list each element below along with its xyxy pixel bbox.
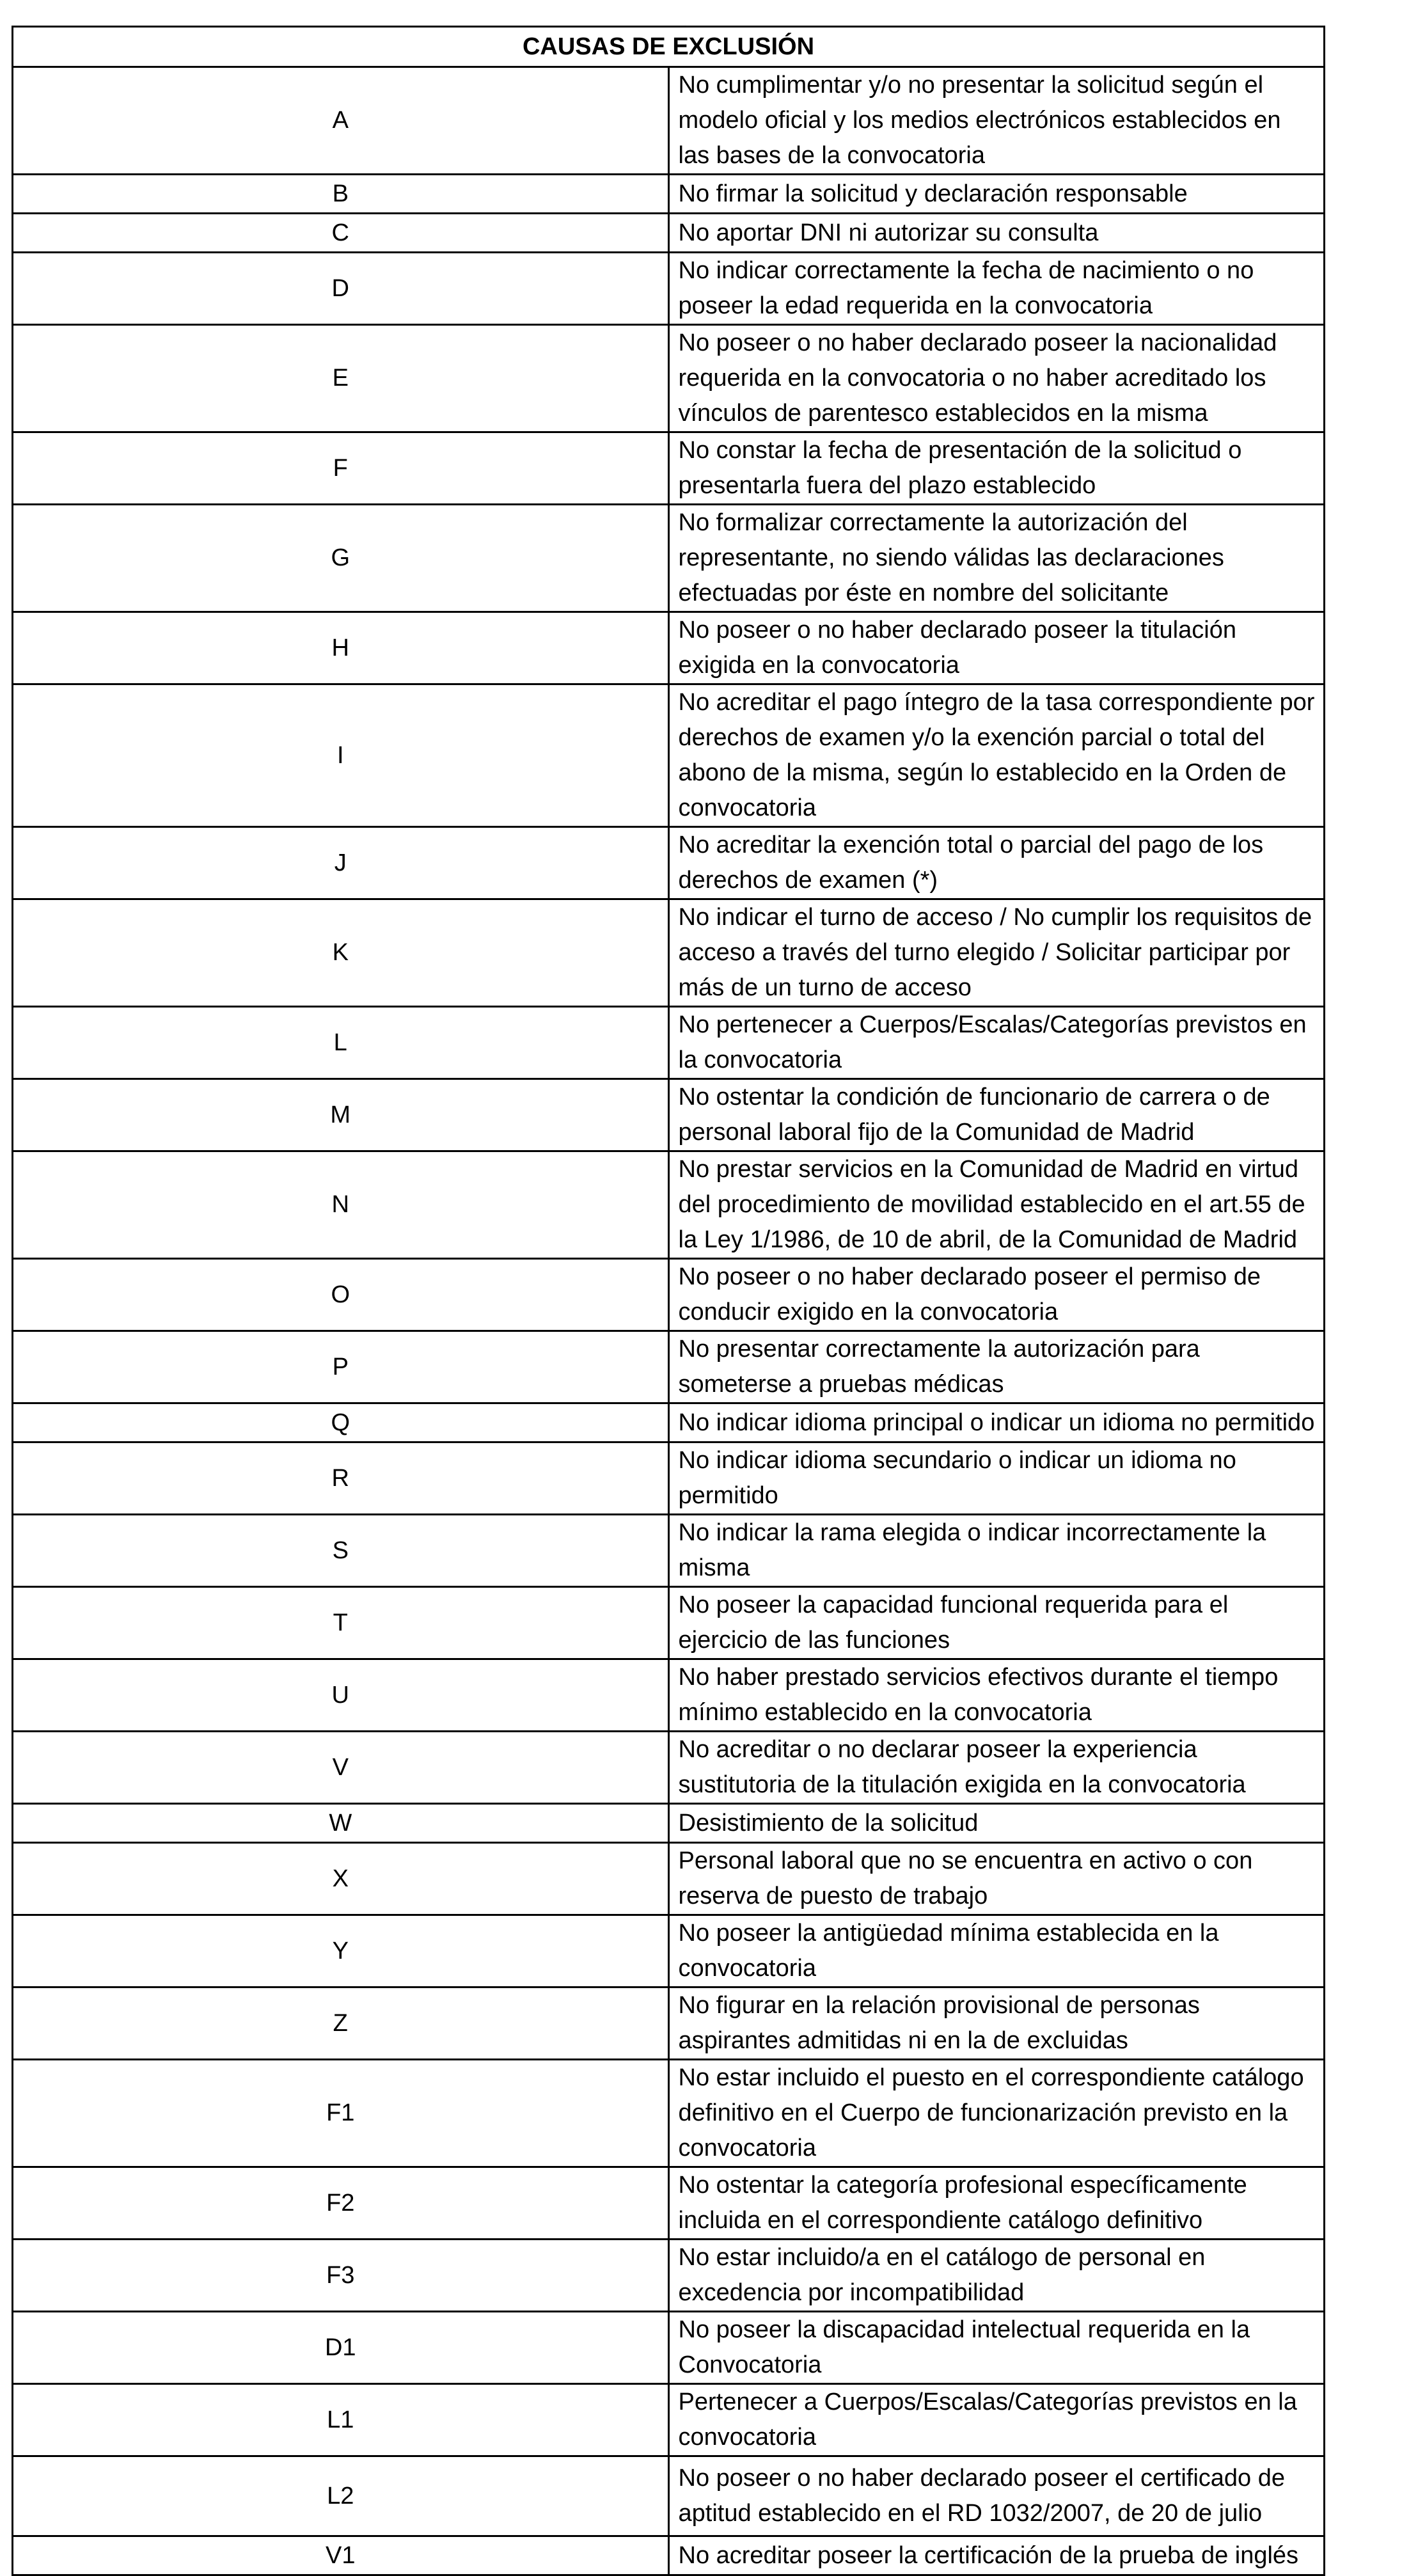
cause-description: No acreditar la exención total o parcial del pago de los derechos de examen (*)	[668, 827, 1325, 899]
table-row	[13, 325, 1325, 432]
cause-code: Q	[13, 1403, 669, 1442]
cause-code: M	[13, 1079, 669, 1151]
table-row	[13, 1732, 1325, 1804]
cause-code: L2	[13, 2456, 669, 2536]
table-title: CAUSAS DE EXCLUSIÓN	[13, 27, 1325, 67]
table-row	[13, 1987, 1325, 2060]
cause-code: F	[13, 432, 669, 505]
table-row	[13, 1331, 1325, 1403]
cause-code: X	[13, 1843, 669, 1915]
table-row	[13, 214, 1325, 253]
table-row	[13, 1659, 1325, 1732]
cause-description: No poseer o no haber declarado poseer el permiso de conducir exigido en la convocatoria	[668, 1259, 1325, 1331]
cause-code: N	[13, 1151, 669, 1259]
cause-description: No constar la fecha de presentación de la solicitud o presentarla fuera del plazo establecido	[668, 432, 1325, 505]
table-row	[13, 1804, 1325, 1843]
cause-code: V1	[13, 2536, 669, 2575]
cause-description: No poseer la antigüedad mínima establecida en la convocatoria	[668, 1915, 1325, 1987]
cause-description: No haber prestado servicios efectivos durante el tiempo mínimo establecido en la convocatoria	[668, 1659, 1325, 1732]
cause-code: F2	[13, 2167, 669, 2240]
cause-code: L1	[13, 2384, 669, 2456]
table-row	[13, 67, 1325, 175]
cause-description: No cumplimentar y/o no presentar la solicitud según el modelo oficial y los medios electrónicos establecidos en las bases de la convocatoria	[668, 67, 1325, 175]
cause-code: F3	[13, 2240, 669, 2312]
cause-description: No formalizar correctamente la autorización del representante, no siendo válidas las declaraciones efectuadas por éste en nombre del solicitante	[668, 505, 1325, 612]
cause-code: J	[13, 827, 669, 899]
cause-description: No indicar idioma principal o indicar un idioma no permitido	[668, 1403, 1325, 1442]
cause-description: No estar incluido/a en el catálogo de personal en excedencia por incompatibilidad	[668, 2240, 1325, 2312]
table-row	[13, 612, 1325, 684]
cause-description: No indicar correctamente la fecha de nacimiento o no poseer la edad requerida en la convocatoria	[668, 253, 1325, 325]
cause-code: W	[13, 1804, 669, 1843]
table-row	[13, 2060, 1325, 2167]
table-row	[13, 175, 1325, 214]
cause-code: S	[13, 1515, 669, 1587]
table-row	[13, 2384, 1325, 2456]
table-row	[13, 827, 1325, 899]
cause-description: No acreditar el pago íntegro de la tasa correspondiente por derechos de examen y/o la exención parcial o total del abono de la misma, según lo establecido en la Orden de convocatoria	[668, 684, 1325, 827]
cause-description: Personal laboral que no se encuentra en activo o con reserva de puesto de trabajo	[668, 1843, 1325, 1915]
table-row	[13, 1259, 1325, 1331]
table-row	[13, 2536, 1325, 2575]
table-row	[13, 1151, 1325, 1259]
table-row	[13, 1843, 1325, 1915]
cause-description: No estar incluido el puesto en el correspondiente catálogo definitivo en el Cuerpo de funcionarización previsto en la convocatoria	[668, 2060, 1325, 2167]
cause-description: No indicar idioma secundario o indicar un idioma no permitido	[668, 1442, 1325, 1515]
cause-description: Pertenecer a Cuerpos/Escalas/Categorías previstos en la convocatoria	[668, 2384, 1325, 2456]
cause-description: No ostentar la categoría profesional específicamente incluida en el correspondiente catálogo definitivo	[668, 2167, 1325, 2240]
cause-code: Y	[13, 1915, 669, 1987]
table-row	[13, 2240, 1325, 2312]
table-row	[13, 253, 1325, 325]
table-row	[13, 1515, 1325, 1587]
cause-code: C	[13, 214, 669, 253]
cause-code: V	[13, 1732, 669, 1804]
table-row	[13, 1442, 1325, 1515]
table-row	[13, 1079, 1325, 1151]
table-row	[13, 2456, 1325, 2536]
cause-description: No indicar el turno de acceso / No cumplir los requisitos de acceso a través del turno elegido / Solicitar participar por más de un turno de acceso	[668, 899, 1325, 1007]
cause-code: T	[13, 1587, 669, 1659]
table-row	[13, 899, 1325, 1007]
cause-code: U	[13, 1659, 669, 1732]
cause-code: R	[13, 1442, 669, 1515]
cause-description: No presentar correctamente la autorización para someterse a pruebas médicas	[668, 1331, 1325, 1403]
cause-code: K	[13, 899, 669, 1007]
cause-code: O	[13, 1259, 669, 1331]
cause-description: No figurar en la relación provisional de personas aspirantes admitidas ni en la de excluidas	[668, 1987, 1325, 2060]
cause-code: Z	[13, 1987, 669, 2060]
cause-code: D	[13, 253, 669, 325]
exclusion-causes-table	[12, 26, 1325, 2576]
cause-code: E	[13, 325, 669, 432]
cause-description: No poseer o no haber declarado poseer el certificado de aptitud establecido en el RD 1032/2007, de 20 de julio	[668, 2456, 1325, 2536]
table-header-row	[13, 27, 1325, 67]
cause-description: No ostentar la condición de funcionario de carrera o de personal laboral fijo de la Comunidad de Madrid	[668, 1079, 1325, 1151]
table-row	[13, 1915, 1325, 1987]
table-row	[13, 2312, 1325, 2384]
cause-description: No acreditar o no declarar poseer la experiencia sustitutoria de la titulación exigida en la convocatoria	[668, 1732, 1325, 1804]
cause-code: G	[13, 505, 669, 612]
table-row	[13, 432, 1325, 505]
cause-description: No firmar la solicitud y declaración responsable	[668, 175, 1325, 214]
cause-description: No prestar servicios en la Comunidad de Madrid en virtud del procedimiento de movilidad establecido en el art.55 de la Ley 1/1986, de 10 de abril, de la Comunidad de Madrid	[668, 1151, 1325, 1259]
cause-code: I	[13, 684, 669, 827]
cause-description: No poseer la discapacidad intelectual requerida en la Convocatoria	[668, 2312, 1325, 2384]
cause-description: No poseer la capacidad funcional requerida para el ejercicio de las funciones	[668, 1587, 1325, 1659]
table-row	[13, 1007, 1325, 1079]
table-row	[13, 505, 1325, 612]
table-row	[13, 2167, 1325, 2240]
table-row	[13, 684, 1325, 827]
cause-description: No pertenecer a Cuerpos/Escalas/Categorías previstos en la convocatoria	[668, 1007, 1325, 1079]
cause-description: No acreditar poseer la certificación de la prueba de inglés	[668, 2536, 1325, 2575]
cause-description: No indicar la rama elegida o indicar incorrectamente la misma	[668, 1515, 1325, 1587]
cause-code: H	[13, 612, 669, 684]
table-row	[13, 1403, 1325, 1442]
cause-code: P	[13, 1331, 669, 1403]
cause-description: No aportar DNI ni autorizar su consulta	[668, 214, 1325, 253]
cause-code: A	[13, 67, 669, 175]
cause-code: L	[13, 1007, 669, 1079]
cause-code: B	[13, 175, 669, 214]
table-row	[13, 1587, 1325, 1659]
cause-description: Desistimiento de la solicitud	[668, 1804, 1325, 1843]
cause-description: No poseer o no haber declarado poseer la nacionalidad requerida en la convocatoria o no haber acreditado los vínculos de parentesco establecidos en la misma	[668, 325, 1325, 432]
cause-description: No poseer o no haber declarado poseer la titulación exigida en la convocatoria	[668, 612, 1325, 684]
cause-code: F1	[13, 2060, 669, 2167]
cause-code: D1	[13, 2312, 669, 2384]
